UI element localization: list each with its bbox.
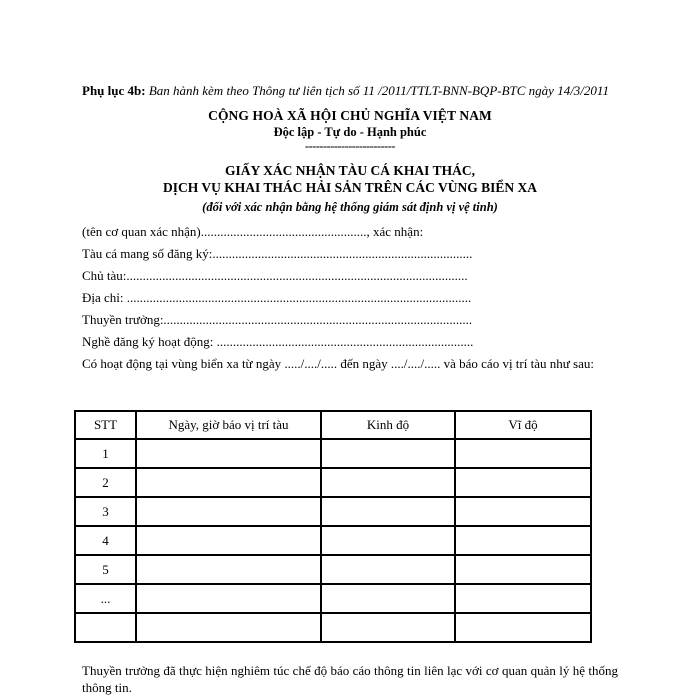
table-row: [75, 555, 591, 584]
table-row: [75, 497, 591, 526]
cell-report-time: [136, 555, 321, 584]
cell-latitude: [455, 584, 591, 613]
field-registered-occupation: Nghề đăng ký hoạt động: ...............................................................................: [82, 334, 474, 349]
activity-period-text: Có hoạt động tại vùng biển xa từ ngày ...../..../..... đến ngày ..../..../..... và báo cáo vị trí tàu như sau:: [82, 356, 594, 371]
document-title-line-1: GIẤY XÁC NHẬN TÀU CÁ KHAI THÁC,: [225, 163, 475, 178]
cell-longitude: [321, 439, 455, 468]
cell-stt: 2: [75, 468, 136, 497]
header-latitude: Vĩ độ: [455, 411, 591, 439]
header-report-time: Ngày, giờ báo vị trí tàu: [136, 411, 321, 439]
cell-stt: [75, 613, 136, 642]
header-longitude: Kinh độ: [321, 411, 455, 439]
field-confirming-agency: (tên cơ quan xác nhận)..................................................., xác nhận:: [82, 224, 424, 239]
field-address: Địa chỉ: ..........................................................................................................: [82, 290, 472, 305]
field-registration-number: Tàu cá mang số đăng ký:................................................................................: [82, 246, 473, 261]
table-row: [75, 584, 591, 613]
table-row: [75, 468, 591, 497]
cell-longitude: [321, 613, 455, 642]
cell-longitude: [321, 555, 455, 584]
header-stt: STT: [75, 411, 136, 439]
cell-latitude: [455, 613, 591, 642]
national-motto: Độc lập - Tự do - Hạnh phúc: [273, 125, 427, 139]
cell-report-time: [136, 439, 321, 468]
cell-latitude: [455, 555, 591, 584]
cell-report-time: [136, 526, 321, 555]
appendix-text: Ban hành kèm theo Thông tư liên tịch số 11 /2011/TTLT-BNN-BQP-BTC ngày 14/3/2011: [148, 83, 609, 98]
cell-latitude: [455, 468, 591, 497]
cell-report-time: [136, 584, 321, 613]
cell-longitude: [321, 468, 455, 497]
cell-report-time: [136, 468, 321, 497]
cell-stt: 1: [75, 439, 136, 468]
cell-longitude: [321, 497, 455, 526]
document-title-line-2: DỊCH VỤ KHAI THÁC HẢI SẢN TRÊN CÁC VÙNG BIỂN XA: [162, 180, 538, 195]
cell-latitude: [455, 526, 591, 555]
nation-name: CỘNG HOÀ XÃ HỘI CHỦ NGHĨA VIỆT NAM: [208, 108, 492, 123]
cell-report-time: [136, 497, 321, 526]
cell-stt: 4: [75, 526, 136, 555]
cell-report-time: [136, 613, 321, 642]
table-header-row: [75, 411, 591, 439]
cell-longitude: [321, 526, 455, 555]
appendix-label: Phụ lục 4b:: [82, 83, 146, 98]
cell-stt: ...: [75, 584, 136, 613]
cell-longitude: [321, 584, 455, 613]
cell-latitude: [455, 439, 591, 468]
cell-latitude: [455, 497, 591, 526]
table-row: [75, 439, 591, 468]
position-report-table: [74, 410, 592, 643]
document-content: [82, 82, 618, 695]
appendix-note: [82, 82, 618, 99]
field-ship-owner: Chủ tàu:.........................................................................................................: [82, 268, 468, 283]
document-subtitle: (đối với xác nhận bằng hệ thống giám sát định vị vệ tinh): [202, 200, 498, 214]
captain-compliance-note: Thuyền trưởng đã thực hiện nghiêm túc chế độ báo cáo thông tin liên lạc với cơ quan quản lý hệ thống thông tin.: [82, 663, 618, 695]
cell-stt: 5: [75, 555, 136, 584]
table-row: [75, 526, 591, 555]
field-captain: Thuyền trưởng:...............................................................................................: [82, 312, 473, 327]
table-row: [75, 613, 591, 642]
cell-stt: 3: [75, 497, 136, 526]
header-separator: -------------------------: [305, 139, 395, 153]
